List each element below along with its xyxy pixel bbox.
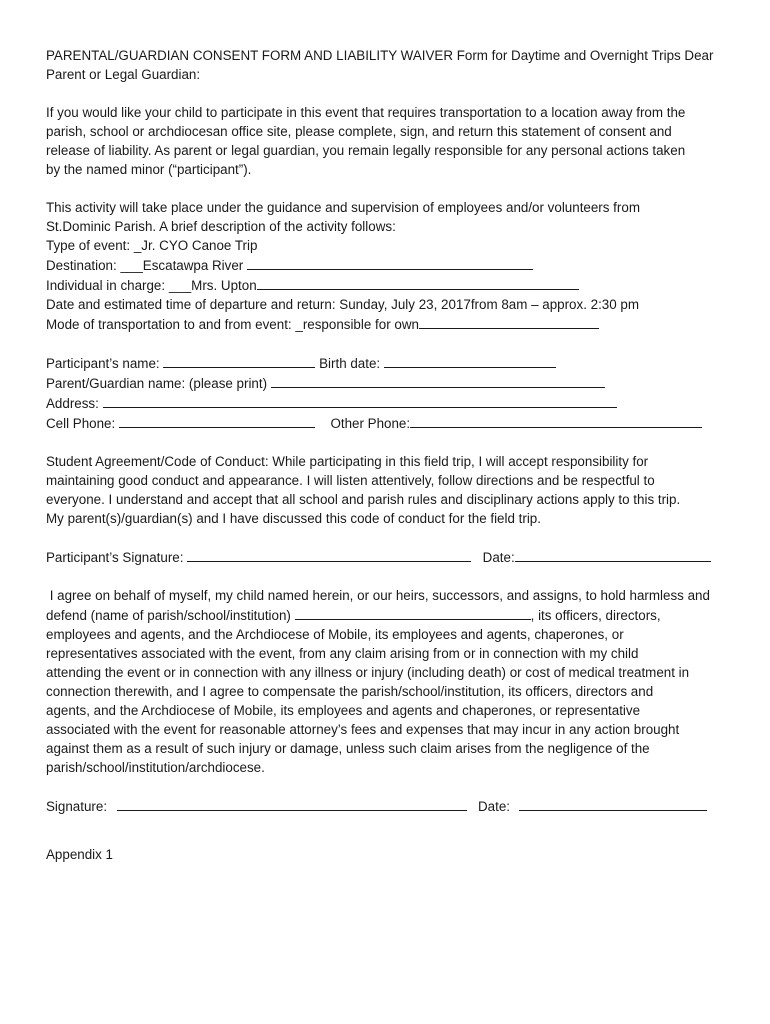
guardian-name-row xyxy=(46,373,736,393)
address-label: Address: xyxy=(46,396,99,411)
final-signature-row xyxy=(46,796,736,816)
waiver-institution-row xyxy=(46,605,736,625)
transport-blank[interactable] xyxy=(419,314,599,329)
waiver-paragraph xyxy=(46,586,736,777)
appendix-label: Appendix 1 xyxy=(46,847,114,862)
waiver-line: associated with the event for reasonable attorney’s fees and expenses that may incur in any action brought xyxy=(46,722,680,737)
address-row xyxy=(46,393,736,413)
other-phone-label: Other Phone: xyxy=(330,416,411,431)
other-phone-field[interactable] xyxy=(410,413,702,428)
destination-row xyxy=(46,255,736,275)
cell-phone-field[interactable] xyxy=(119,413,315,428)
agreement-paragraph xyxy=(46,452,736,528)
institution-name-field[interactable] xyxy=(295,605,531,620)
event-type-value[interactable]: _Jr. CYO Canoe Trip xyxy=(133,238,258,253)
transport-label: Mode of transportation to and from event: xyxy=(46,317,292,332)
signature-label: Signature: xyxy=(46,799,108,814)
in-charge-row xyxy=(46,275,736,295)
date-time-value[interactable]: Sunday, July 23, 2017from 8am – approx. 2:30 pm xyxy=(339,297,640,312)
waiver-line: I agree on behalf of myself, my child named herein, or our heirs, successors, and assigns, to hold harmless and xyxy=(46,588,710,603)
participant-signature-section xyxy=(46,547,736,567)
agreement-line: everyone. I understand and accept that all school and parish rules and disciplinary actions apply to this trip. xyxy=(46,492,681,507)
birth-date-field[interactable] xyxy=(384,353,556,368)
agreement-line: My parent(s)/guardian(s) and I have discussed this code of conduct for the field trip. xyxy=(46,511,541,526)
form-title: PARENTAL/GUARDIAN CONSENT FORM AND LIABILITY WAIVER Form for Daytime and Overnight Trips Dear xyxy=(46,48,714,63)
intro-line: by the named minor (“participant”). xyxy=(46,162,252,177)
activity-line: St.Dominic Parish. A brief description of the activity follows: xyxy=(46,219,396,234)
phone-row xyxy=(46,413,736,433)
form-header xyxy=(46,46,736,84)
transport-row xyxy=(46,314,736,334)
agreement-line: Student Agreement/Code of Conduct: While participating in this field trip, I will accept responsibility for xyxy=(46,454,649,469)
participant-date-label: Date: xyxy=(482,550,515,565)
transport-value[interactable]: _responsible for own xyxy=(295,317,419,332)
waiver-line: against them as a result of such injury or damage, unless such claim arises from the negligence of the xyxy=(46,741,650,756)
participant-date-field[interactable] xyxy=(515,547,711,562)
agreement-line: maintaining good conduct and appearance. I will listen attentively, follow directions and be respectful to xyxy=(46,473,655,488)
participant-name-field[interactable] xyxy=(163,353,315,368)
cell-phone-label: Cell Phone: xyxy=(46,416,116,431)
date-time-label: Date and estimated time of departure and return: xyxy=(46,297,336,312)
participant-name-row xyxy=(46,353,736,373)
birth-date-label: Birth date: xyxy=(319,356,381,371)
final-signature-section xyxy=(46,796,736,816)
waiver-line: attending the event or in connection with any illness or injury (including death) or cost of medical treatment in xyxy=(46,665,690,680)
signature-date-field[interactable] xyxy=(519,796,707,811)
consent-form xyxy=(46,46,736,835)
waiver-line: agents, and the Archdiocese of Mobile, its employees and agents and chaperones, or representative xyxy=(46,703,641,718)
in-charge-label: Individual in charge: xyxy=(46,278,166,293)
participant-name-label: Participant’s name: xyxy=(46,356,160,371)
waiver-line: representatives associated with the event, from any claim arising from or in connection with my child xyxy=(46,646,639,661)
destination-label: Destination: xyxy=(46,258,117,273)
guardian-name-field[interactable] xyxy=(271,373,605,388)
guardian-name-label: Parent/Guardian name: (please print) xyxy=(46,376,268,391)
destination-value[interactable]: ___Escatawpa River xyxy=(120,258,244,273)
intro-paragraph xyxy=(46,103,736,179)
in-charge-blank[interactable] xyxy=(257,275,579,290)
intro-line: parish, school or archdiocesan office site, please complete, sign, and return this statement of consent and xyxy=(46,124,672,139)
waiver-line: connection therewith, and I agree to compensate the parish/school/institution, its officers, directors and xyxy=(46,684,654,699)
salutation: Parent or Legal Guardian: xyxy=(46,67,201,82)
intro-line: release of liability. As parent or legal guardian, you remain legally responsible for any personal actions taken xyxy=(46,143,686,158)
participant-section xyxy=(46,353,736,433)
waiver-line: parish/school/institution/archdiocese. xyxy=(46,760,265,775)
intro-line: If you would like your child to participate in this event that requires transportation to a location away from the xyxy=(46,105,686,120)
waiver-line: , its officers, directors, xyxy=(530,608,661,623)
event-type-label: Type of event: xyxy=(46,238,131,253)
date-time-row xyxy=(46,295,736,314)
destination-blank[interactable] xyxy=(247,255,533,270)
activity-line: This activity will take place under the guidance and supervision of employees and/or volunteers from xyxy=(46,200,640,215)
participant-signature-label: Participant’s Signature: xyxy=(46,550,184,565)
address-field[interactable] xyxy=(103,393,617,408)
signature-field[interactable] xyxy=(117,796,467,811)
participant-signature-row xyxy=(46,547,736,567)
activity-section xyxy=(46,198,736,334)
signature-date-label: Date: xyxy=(477,799,510,814)
in-charge-value[interactable]: ___Mrs. Upton xyxy=(168,278,257,293)
event-type-row xyxy=(46,236,736,255)
waiver-line: employees and agents, and the Archdiocese of Mobile, its employees and agents, chaperones, or xyxy=(46,627,624,642)
participant-signature-field[interactable] xyxy=(187,547,471,562)
waiver-institution-label: defend (name of parish/school/institution) xyxy=(46,608,291,623)
